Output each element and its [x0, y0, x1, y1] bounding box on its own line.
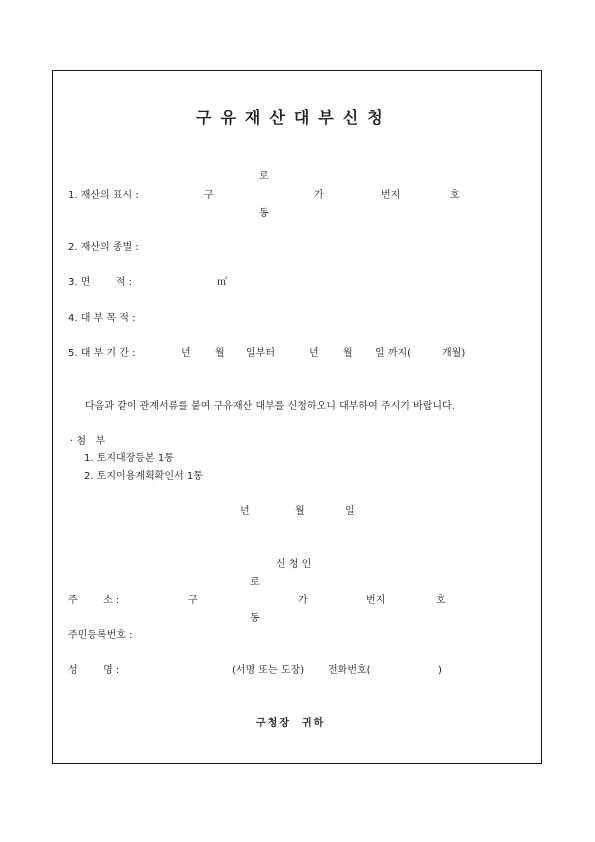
item2-label: 2. 재산의 종별 :	[68, 242, 139, 253]
item1-ho: 호	[450, 190, 460, 201]
phone-label: 전화번호(	[328, 665, 371, 676]
applicant-ho: 호	[436, 595, 446, 606]
period-from: 일부터	[246, 348, 275, 359]
signature-note: (서명 또는 도장)	[232, 665, 305, 676]
phone-close: )	[438, 665, 442, 676]
applicant-ro: 로	[250, 577, 260, 588]
item1-beonji: 번지	[381, 190, 401, 201]
request-sentence: 다음과 같이 관계서류를 붙여 구유재산 대부를 신청하오니 대부하여 주시기 바랍니다.	[85, 401, 455, 412]
item1-label: 1. 재산의 표시 :	[68, 190, 139, 201]
attachment-item: 2. 토지이용계획확인서 1통	[84, 471, 203, 482]
name-label: 성 명 :	[68, 665, 120, 676]
page-title: 구유재산대부신청	[196, 108, 392, 127]
period-month-start: 월	[215, 348, 225, 359]
addressee: 구청장 귀하	[256, 718, 326, 729]
attachments-header: · 첨 부	[70, 436, 106, 447]
item3-label: 3. 면 적 :	[68, 277, 133, 288]
date-month: 월	[295, 506, 305, 517]
item1-dong: 동	[259, 208, 269, 219]
item4-label: 4. 대 부 목 적 :	[68, 313, 136, 324]
period-until: 일 까지(	[375, 348, 412, 359]
id-number-label: 주민등록번호 :	[68, 630, 133, 641]
item5-label: 5. 대 부 기 간 :	[68, 348, 136, 359]
area-unit: ㎡	[217, 277, 227, 288]
item1-gu: 구	[204, 190, 214, 201]
period-month-end: 월	[343, 348, 353, 359]
date-day: 일	[345, 506, 355, 517]
period-year-start: 년	[181, 348, 191, 359]
applicant-dong: 동	[250, 613, 260, 624]
applicant-gu: 구	[188, 595, 198, 606]
applicant-heading: 신 청 인	[276, 559, 312, 570]
applicant-beonji: 번지	[366, 595, 386, 606]
applicant-ga: 가	[298, 595, 308, 606]
item1-ro: 로	[259, 171, 269, 182]
address-label: 주 소 :	[68, 595, 120, 606]
form-border	[52, 70, 542, 764]
period-year-end: 년	[309, 348, 319, 359]
item1-ga: 가	[314, 190, 324, 201]
period-months: 개월)	[442, 348, 466, 359]
date-year: 년	[240, 506, 250, 517]
attachment-item: 1. 토지대장등본 1통	[84, 453, 174, 464]
